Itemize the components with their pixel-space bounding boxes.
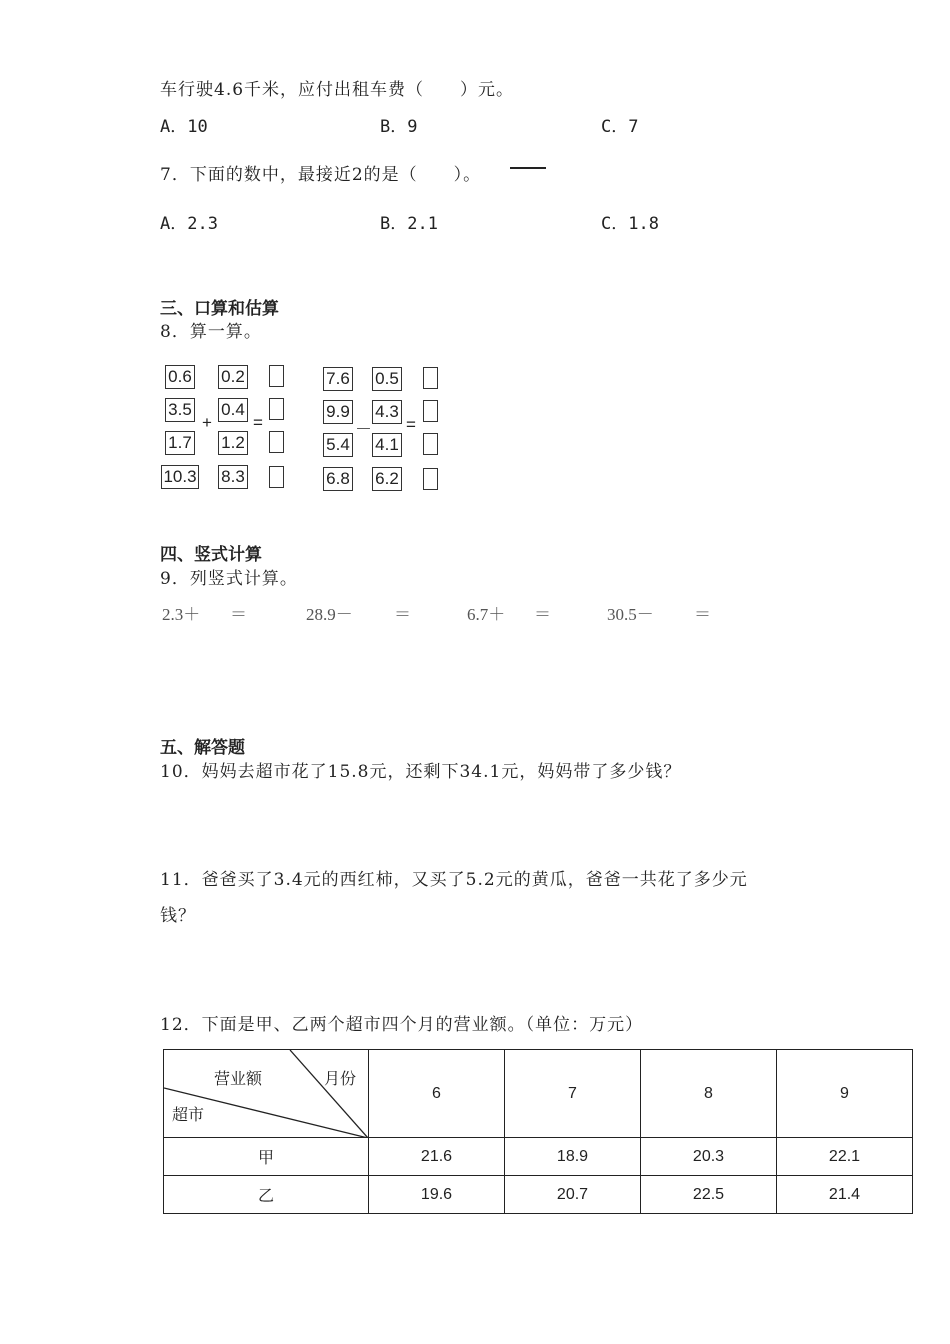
answer-box[interactable] xyxy=(423,367,438,389)
vertical-expr: 6.7＋ xyxy=(467,605,506,624)
add-right-box: 0.4 xyxy=(218,398,248,422)
section5-title: 五、解答题 xyxy=(160,738,245,758)
sub-right-box: 6.2 xyxy=(372,467,402,491)
q12-text: 12．下面是甲、乙两个超市四个月的营业额。（单位：万元） xyxy=(160,1015,644,1035)
q9-text: 9．列竖式计算。 xyxy=(160,569,298,589)
sub-left-box: 5.4 xyxy=(323,433,353,457)
add-right-box: 1.2 xyxy=(218,431,248,455)
vertical-expr: 30.5－ xyxy=(607,605,654,624)
section4-title: 四、竖式计算 xyxy=(160,545,262,565)
add-right-box: 0.2 xyxy=(218,365,248,389)
month-header: 7 xyxy=(505,1050,641,1138)
table-cell: 22.5 xyxy=(641,1176,777,1214)
add-left-box: 10.3 xyxy=(161,465,199,489)
minus-sign: － xyxy=(355,420,372,439)
market-name: 乙 xyxy=(164,1176,369,1214)
table-cell: 18.9 xyxy=(505,1138,641,1176)
answer-box[interactable] xyxy=(269,431,284,453)
sub-right-box: 0.5 xyxy=(372,367,402,391)
table-row xyxy=(164,1138,913,1176)
sub-left-box: 6.8 xyxy=(323,467,353,491)
answer-box[interactable] xyxy=(269,365,284,387)
table-row xyxy=(164,1176,913,1214)
plus-sign: + xyxy=(202,413,212,432)
equals-sign: ＝ xyxy=(230,605,247,624)
add-left-box: 0.6 xyxy=(165,365,195,389)
q11-text-cont: 钱？ xyxy=(160,906,196,926)
sub-left-box: 9.9 xyxy=(323,400,353,424)
answer-box[interactable] xyxy=(423,400,438,422)
add-right-box: 8.3 xyxy=(218,465,248,489)
table-cell: 22.1 xyxy=(777,1138,913,1176)
answer-box[interactable] xyxy=(423,433,438,455)
q7-option-b[interactable]: B．2.1 xyxy=(380,214,438,234)
q6-option-a[interactable]: A．10 xyxy=(160,117,208,137)
section3-title: 三、口算和估算 xyxy=(160,299,279,319)
table-cell: 21.6 xyxy=(369,1138,505,1176)
add-left-box: 3.5 xyxy=(165,398,195,422)
header-month: 月份 xyxy=(324,1071,357,1088)
diagonal-header-cell xyxy=(164,1050,369,1138)
q7-text: 7．下面的数中，最接近2的是（ ）。 xyxy=(160,165,482,185)
sales-table xyxy=(163,1049,913,1214)
q7-option-c[interactable]: C．1.8 xyxy=(601,214,659,234)
equals-sign: ＝ xyxy=(694,605,711,624)
add-left-box: 1.7 xyxy=(165,431,195,455)
answer-box[interactable] xyxy=(423,468,438,490)
q11-text: 11．爸爸买了3.4元的西红柿，又买了5.2元的黄瓜，爸爸一共花了多少元 xyxy=(160,870,748,890)
vertical-expr: 28.9－ xyxy=(306,605,353,624)
header-revenue: 营业额 xyxy=(214,1071,263,1088)
header-market: 超市 xyxy=(172,1107,205,1124)
table-cell: 20.7 xyxy=(505,1176,641,1214)
sub-left-box: 7.6 xyxy=(323,367,353,391)
q8-text: 8．算一算。 xyxy=(160,322,262,342)
q6-option-c[interactable]: C．7 xyxy=(601,117,639,137)
vertical-expr: 2.3＋ xyxy=(162,605,201,624)
stray-line xyxy=(510,167,546,169)
table-cell: 19.6 xyxy=(369,1176,505,1214)
answer-box[interactable] xyxy=(269,398,284,420)
equals-sign: = xyxy=(253,413,263,432)
market-name: 甲 xyxy=(164,1138,369,1176)
table-cell: 21.4 xyxy=(777,1176,913,1214)
q6-option-b[interactable]: B．9 xyxy=(380,117,418,137)
q10-text: 10．妈妈去超市花了15.8元，还剩下34.1元，妈妈带了多少钱？ xyxy=(160,762,682,782)
equals-sign: ＝ xyxy=(534,605,551,624)
answer-box[interactable] xyxy=(269,466,284,488)
month-header: 8 xyxy=(641,1050,777,1138)
q6-text: 车行驶4.6千米，应付出租车费（ ）元。 xyxy=(160,80,515,100)
sub-right-box: 4.3 xyxy=(372,400,402,424)
month-header: 9 xyxy=(777,1050,913,1138)
equals-sign: = xyxy=(406,415,416,434)
q7-option-a[interactable]: A．2.3 xyxy=(160,214,218,234)
table-cell: 20.3 xyxy=(641,1138,777,1176)
sub-right-box: 4.1 xyxy=(372,433,402,457)
month-header: 6 xyxy=(369,1050,505,1138)
equals-sign: ＝ xyxy=(394,605,411,624)
